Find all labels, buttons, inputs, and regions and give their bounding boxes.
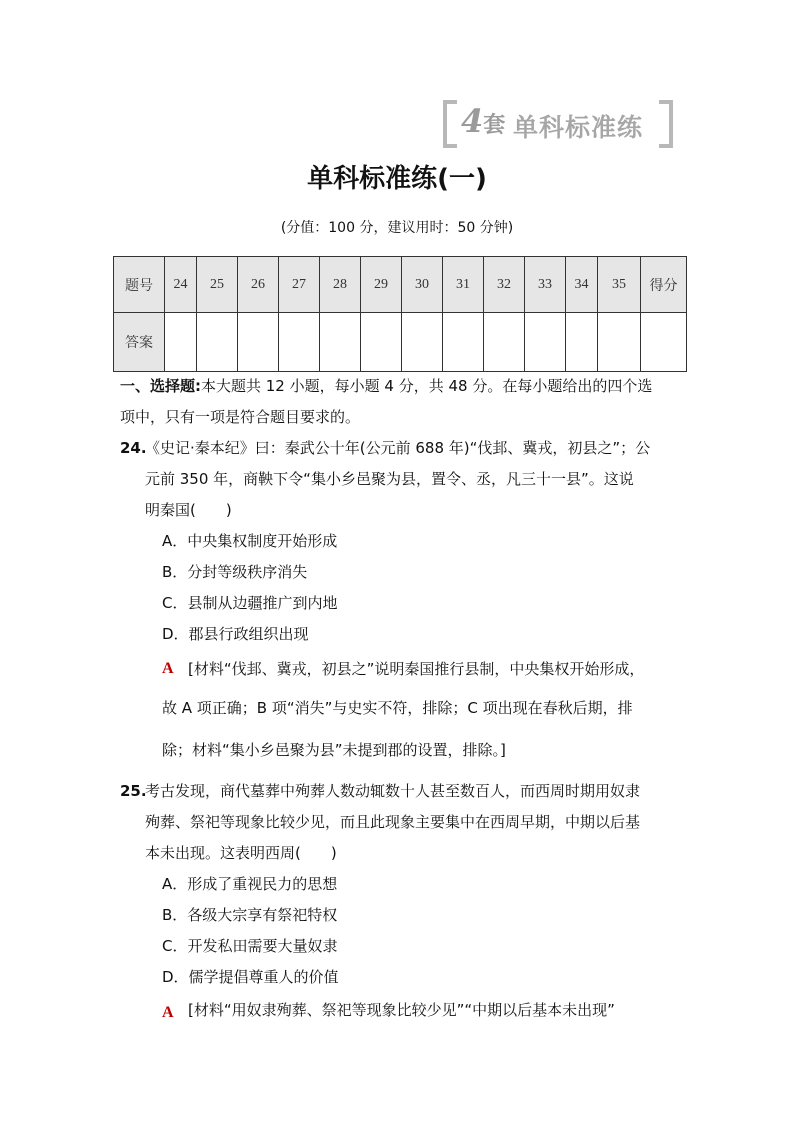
- answer-cell[interactable]: [598, 313, 641, 372]
- answer-cell[interactable]: [402, 313, 443, 372]
- question-number-cell: 29: [361, 257, 402, 313]
- section-heading: 一、选择题:: [120, 377, 201, 395]
- answer-cell[interactable]: [165, 313, 197, 372]
- answer-label: 答案: [114, 313, 165, 372]
- question-number-cell: 24: [165, 257, 197, 313]
- answer-cell[interactable]: [566, 313, 598, 372]
- series-logo: [443, 100, 673, 142]
- answer-key: A: [162, 1004, 174, 1021]
- question-number-cell: 26: [238, 257, 279, 313]
- option-a[interactable]: A．中央集权制度开始形成: [162, 532, 338, 550]
- question-number-cell: 30: [402, 257, 443, 313]
- score-label: 得分: [641, 257, 687, 313]
- question-number: 24.: [120, 439, 147, 457]
- answer-cell[interactable]: [197, 313, 238, 372]
- question-number: 25.: [120, 782, 147, 800]
- explanation-line: [材料“用奴隶殉葬、祭祀等现象比较少见”“中期以后基本未出现”: [188, 1001, 615, 1019]
- explanation-line: [材料“伐邽、冀戎，初县之”说明秦国推行县制，中央集权开始形成，: [188, 660, 645, 678]
- question-number-label: 题号: [114, 257, 165, 313]
- question-stem-line: 《史记·秦本纪》曰：秦武公十年(公元前 688 年)“伐邽、冀戎，初县之”；公: [145, 439, 651, 457]
- page-title: 单科标准练(一): [307, 164, 487, 194]
- question-number-cell: 33: [525, 257, 566, 313]
- answer-key: A: [162, 660, 174, 677]
- option-b[interactable]: B．各级大宗享有祭祀特权: [162, 906, 338, 924]
- answer-cell[interactable]: [238, 313, 279, 372]
- answer-cell[interactable]: [443, 313, 484, 372]
- page-subtitle: (分值：100 分，建议用时：50 分钟): [280, 220, 514, 236]
- question-number-cell: 31: [443, 257, 484, 313]
- question-stem-line: 元前 350 年，商鞅下令“集小乡邑聚为县，置令、丞，凡三十一县”。这说: [145, 470, 634, 488]
- option-a[interactable]: A．形成了重视民力的思想: [162, 875, 338, 893]
- question-stem-line: 殉葬、祭祀等现象比较少见，而且此现象主要集中在西周早期，中期以后基: [145, 813, 641, 831]
- section-intro-line: 项中，只有一项是符合题目要求的。: [120, 408, 361, 426]
- question-number-cell: 35: [598, 257, 641, 313]
- explanation-line: 故 A 项正确；B 项“消失”与史实不符，排除；C 项出现在春秋后期，排: [162, 699, 633, 717]
- answer-cell[interactable]: [279, 313, 320, 372]
- answer-cell[interactable]: [361, 313, 402, 372]
- question-number-cell: 34: [566, 257, 598, 313]
- option-d[interactable]: D．郡县行政组织出现: [162, 625, 309, 643]
- answer-cell[interactable]: [320, 313, 361, 372]
- question-stem-line: 考古发现，商代墓葬中殉葬人数动辄数十人甚至数百人，而西周时期用奴隶: [145, 782, 641, 800]
- option-c[interactable]: C．开发私田需要大量奴隶: [162, 937, 338, 955]
- question-number-cell: 25: [197, 257, 238, 313]
- answer-table-header-row: [114, 257, 687, 313]
- explanation-line: 除；材料“集小乡邑聚为县”未提到郡的设置，排除。]: [162, 741, 506, 759]
- score-cell[interactable]: [641, 313, 687, 372]
- option-b[interactable]: B．分封等级秩序消失: [162, 563, 308, 581]
- question-number-cell: 32: [484, 257, 525, 313]
- section-intro-line: 一、选择题:本大题共 12 小题，每小题 4 分，共 48 分。在每小题给出的四个选: [120, 377, 653, 395]
- question-number-cell: 27: [279, 257, 320, 313]
- answer-table: [113, 256, 687, 372]
- question-number-cell: 28: [320, 257, 361, 313]
- logo-text: 单科标准练: [513, 113, 644, 142]
- question-stem-line: 明秦国( ): [145, 501, 232, 519]
- answer-table-answer-row: [114, 313, 687, 372]
- answer-cell[interactable]: [484, 313, 525, 372]
- question-stem-line: 本未出现。这表明西周( ): [145, 844, 337, 862]
- option-c[interactable]: C．县制从边疆推广到内地: [162, 594, 338, 612]
- logo-left-bracket: [443, 100, 457, 148]
- logo-mark: 4套: [461, 102, 506, 140]
- logo-right-bracket: [659, 100, 673, 148]
- option-d[interactable]: D．儒学提倡尊重人的价值: [162, 968, 339, 986]
- answer-cell[interactable]: [525, 313, 566, 372]
